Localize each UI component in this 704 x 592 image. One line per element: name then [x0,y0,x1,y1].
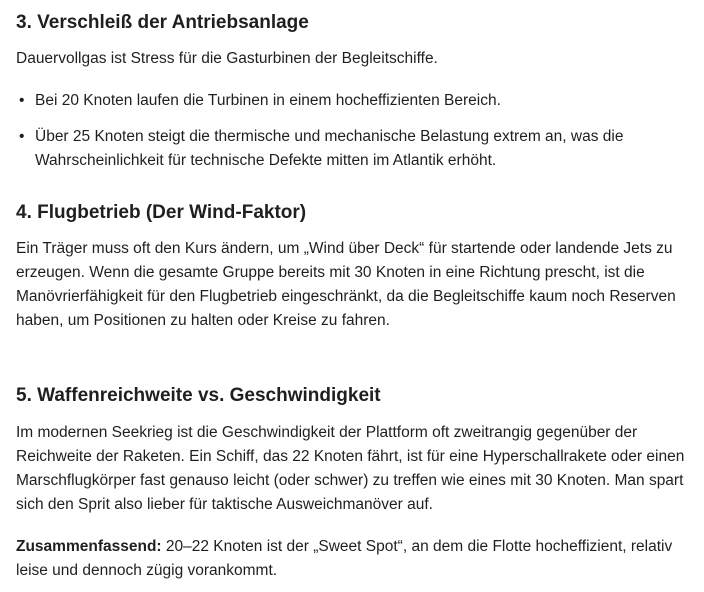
section-4-heading: 4. Flugbetrieb (Der Wind-Faktor) [16,202,307,223]
section-3-intro: Dauervollgas ist Stress für die Gasturbinen der Begleitschiffe. [16,50,438,67]
bullet-icon: • [19,128,25,145]
bullet-icon: • [19,92,25,109]
section-3-heading: 3. Verschleiß der Antriebsanlage [16,12,309,33]
section-5-paragraph: Im modernen Seekrieg ist die Geschwindigkeit der Plattform oft zweitrangig gegenüber der Reichweite der Raketen. Ein Schiff, das 22 Knoten fährt, ist für eine Hyperschallrakete oder einen Marschflugkörper fast genauso leicht (oder schwer) zu treffen wie eines mit 30 Knoten. Man spart sich den Sprit also lieber für taktische Ausweichmanöver auf. [16,424,685,513]
summary-label: Zusammenfassend: [16,538,162,555]
list-item [19,125,704,173]
section-3-bullet-list [16,89,704,173]
section-4-paragraph: Ein Träger muss oft den Kurs ändern, um „Wind über Deck“ für startende oder landende Jets zu erzeugen. Wenn die gesamte Gruppe bereits mit 30 Knoten in eine Richtung prescht, ist die Manövrierfähigkeit für den Flugbetrieb eingeschränkt, da die Begleitschiffe kaum noch Reserven haben, um Positionen zu halten oder Kreise zu fahren. [16,240,676,329]
list-item-text: Über 25 Knoten steigt die thermische und mechanische Belastung extrem an, was die Wahrscheinlichkeit für technische Defekte mitten im Atlantik erhöht. [35,128,624,169]
summary-paragraph [16,535,688,583]
section-5-heading: 5. Waffenreichweite vs. Geschwindigkeit [16,385,381,406]
summary-text: 20–22 Knoten ist der „Sweet Spot“, an dem die Flotte hocheffizient, relativ leise und dennoch zügig vorankommt. [16,538,673,579]
list-item-text: Bei 20 Knoten laufen die Turbinen in einem hocheffizienten Bereich. [35,92,501,109]
list-item [19,89,704,113]
